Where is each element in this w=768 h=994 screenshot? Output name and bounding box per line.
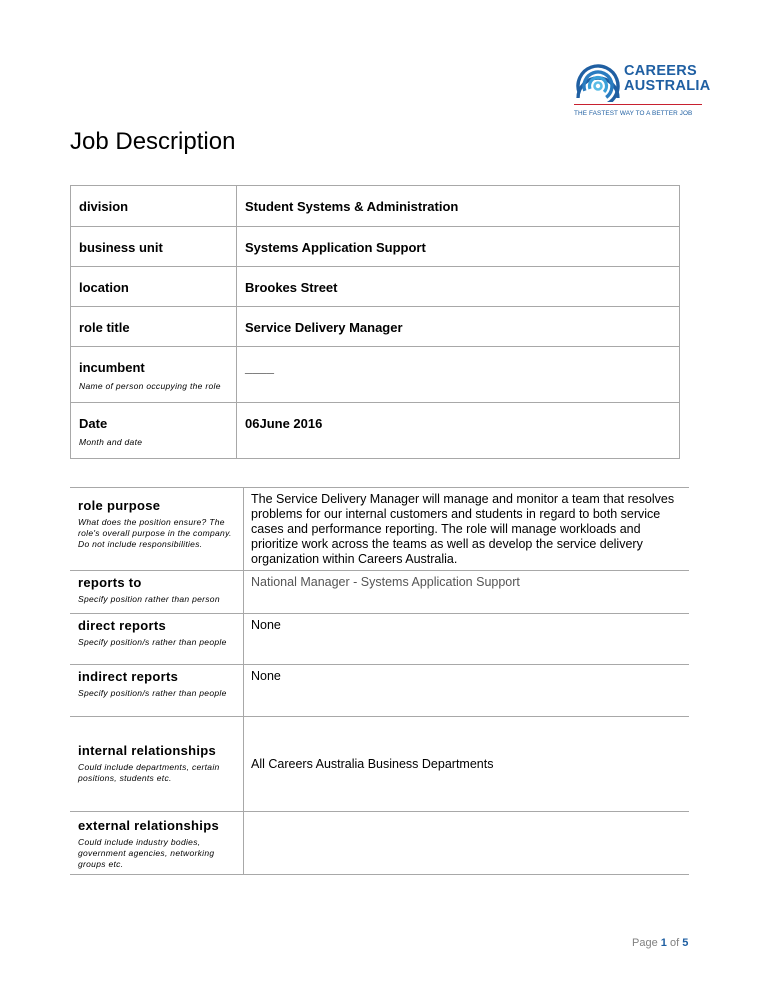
external-relationships-label: external relationships (78, 818, 219, 833)
current-page: 1 (660, 937, 667, 949)
date-label: Date (79, 416, 108, 431)
page-title: Job Description (70, 128, 236, 155)
date-cell (71, 403, 237, 459)
internal-relationships-label: internal relationships (78, 743, 217, 758)
external-relationships-row (70, 812, 689, 875)
job-details-table (70, 185, 680, 459)
division-value: Student Systems & Administration (237, 186, 680, 227)
of-label: of (669, 937, 680, 949)
role-title-value: Service Delivery Manager (237, 307, 680, 347)
role-title-label: role title (71, 307, 237, 347)
logo-line-2: AUSTRALIA (624, 78, 711, 94)
details-row-business-unit (71, 227, 680, 267)
incumbent-label: incumbent (79, 360, 145, 375)
external-relationships-value (244, 812, 690, 875)
location-label: location (71, 267, 237, 307)
details-row-role-title (71, 307, 680, 347)
business-unit-value: Systems Application Support (237, 227, 680, 267)
external-relationships-cell (70, 812, 244, 875)
reports-to-label: reports to (78, 575, 142, 590)
page-number (632, 937, 688, 949)
logo-line-1: CAREERS (624, 63, 697, 79)
direct-reports-value: None (244, 614, 690, 665)
reports-to-cell (70, 571, 244, 614)
location-value: Brookes Street (237, 267, 680, 307)
logo-tagline: THE FASTEST WAY TO A BETTER JOB (574, 110, 693, 117)
role-purpose-row (70, 488, 689, 571)
details-row-incumbent (71, 347, 680, 403)
role-purpose-value: The Service Delivery Manager will manage and monitor a team that resolves problems for our internal customers and students in regard to both service cases and performance reporting. The role will manage workloads and prioritize work across the teams as well as develop the service delivery organization within Careers Australia. (244, 488, 690, 571)
indirect-reports-cell (70, 665, 244, 717)
indirect-reports-value: None (244, 665, 690, 717)
careers-australia-logo (572, 62, 711, 124)
logo-wordmark (624, 64, 710, 94)
direct-reports-label: direct reports (78, 618, 167, 633)
indirect-reports-label: indirect reports (78, 669, 179, 684)
date-sublabel: Month and date (79, 437, 143, 447)
incumbent-value: ____ (237, 347, 680, 403)
logo-divider (574, 104, 702, 105)
page-label: Page (632, 937, 658, 949)
internal-relationships-value: All Careers Australia Business Departments (244, 717, 690, 812)
reports-to-value: National Manager - Systems Application Support (244, 571, 690, 614)
direct-reports-sublabel: Specify position/s rather than people (78, 637, 227, 647)
reports-to-row (70, 571, 689, 614)
external-relationships-sublabel: Could include industry bodies, government agencies, networking groups etc. (78, 837, 215, 869)
logo-rings-icon (574, 62, 622, 102)
incumbent-sublabel: Name of person occupying the role (79, 381, 221, 391)
role-purpose-cell (70, 488, 244, 571)
role-details-table (70, 487, 689, 875)
role-purpose-sublabel: What does the position ensure? The role's overall purpose in the company. Do not include responsibilities. (78, 517, 232, 549)
internal-relationships-cell (70, 717, 244, 812)
details-row-location (71, 267, 680, 307)
internal-relationships-row (70, 717, 689, 812)
incumbent-cell (71, 347, 237, 403)
details-row-date (71, 403, 680, 459)
direct-reports-row (70, 614, 689, 665)
division-label: division (71, 186, 237, 227)
indirect-reports-sublabel: Specify position/s rather than people (78, 688, 227, 698)
date-value: 06June 2016 (237, 403, 680, 459)
direct-reports-cell (70, 614, 244, 665)
total-pages: 5 (682, 937, 689, 949)
internal-relationships-sublabel: Could include departments, certain positions, students etc. (78, 762, 220, 783)
indirect-reports-row (70, 665, 689, 717)
reports-to-sublabel: Specify position rather than person (78, 594, 220, 604)
role-purpose-label: role purpose (78, 498, 161, 513)
business-unit-label: business unit (71, 227, 237, 267)
details-row-division (71, 186, 680, 227)
